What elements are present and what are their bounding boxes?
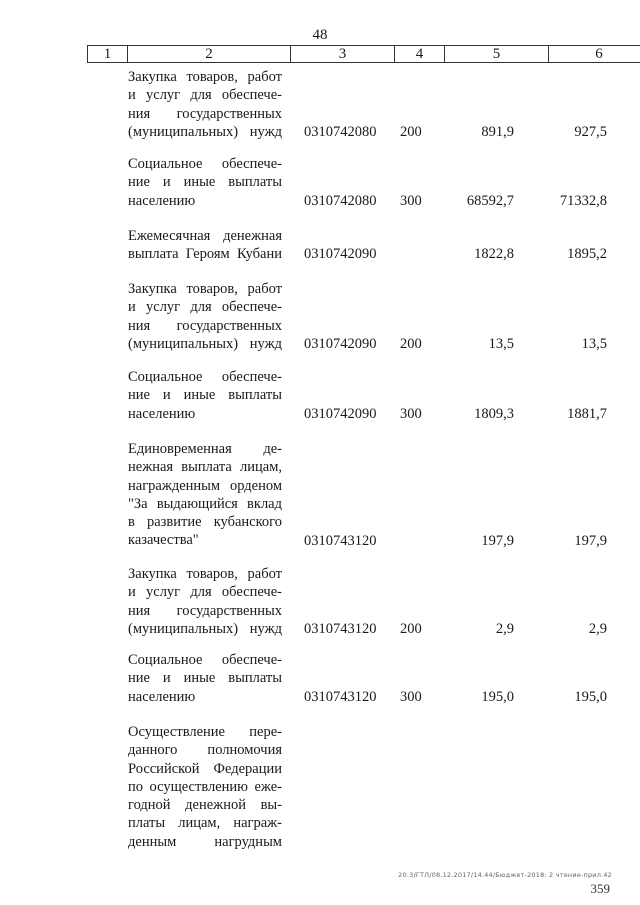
row-description bbox=[128, 651, 282, 706]
row-target-code: 0310743120 bbox=[304, 688, 377, 705]
description-line: населению bbox=[128, 405, 196, 422]
description-line: казачества" bbox=[128, 532, 199, 549]
description-line: и услуг для обеспече- bbox=[128, 299, 282, 316]
row-description bbox=[128, 440, 282, 550]
row-target-code: 0310742090 bbox=[304, 246, 377, 263]
row-description bbox=[128, 227, 282, 264]
description-line: ние и иные выплаты bbox=[128, 387, 282, 404]
description-line: Осуществление пере- bbox=[128, 724, 282, 740]
row-target-code: 0310742080 bbox=[304, 123, 377, 140]
description-line: Социальное обеспече- bbox=[128, 369, 282, 385]
row-amount-2019: 2,9 bbox=[588, 620, 607, 637]
row-amount-2019: 927,5 bbox=[574, 123, 607, 140]
column-header-4: 4 bbox=[395, 46, 445, 62]
description-line: (муниципальных) нужд bbox=[128, 123, 282, 140]
row-amount-2018: 195,0 bbox=[481, 688, 514, 705]
description-line: Закупка товаров, работ bbox=[128, 281, 282, 297]
row-expense-type: 200 bbox=[400, 620, 422, 637]
row-description bbox=[128, 155, 282, 210]
description-line: Единовременная де- bbox=[128, 441, 282, 457]
column-header-6: 6 bbox=[595, 46, 603, 62]
row-amount-2018: 197,9 bbox=[481, 532, 514, 549]
description-line: населению bbox=[128, 688, 196, 705]
column-header-2: 2 bbox=[128, 46, 291, 62]
description-line: ния государственных bbox=[128, 602, 282, 619]
description-line: годной денежной вы- bbox=[128, 797, 282, 814]
row-target-code: 0310743120 bbox=[304, 532, 377, 549]
row-expense-type: 200 bbox=[400, 123, 422, 140]
row-amount-2019: 195,0 bbox=[574, 688, 607, 705]
description-line: Российской Федерации bbox=[128, 760, 282, 777]
row-target-code: 0310742090 bbox=[304, 335, 377, 352]
description-line: Закупка товаров, работ bbox=[128, 566, 282, 582]
row-expense-type: 300 bbox=[400, 192, 422, 209]
description-line: ние и иные выплаты bbox=[128, 174, 282, 191]
description-line: и услуг для обеспече- bbox=[128, 87, 282, 104]
row-description bbox=[128, 68, 282, 141]
description-line: Социальное обеспече- bbox=[128, 156, 282, 172]
row-amount-2018: 891,9 bbox=[481, 123, 514, 140]
description-line: и услуг для обеспече- bbox=[128, 584, 282, 601]
row-description bbox=[128, 280, 282, 353]
row-amount-2018: 2,9 bbox=[495, 620, 514, 637]
column-header-1: 1 bbox=[88, 46, 128, 62]
description-line: Ежемесячная денежная bbox=[128, 228, 282, 244]
row-expense-type: 200 bbox=[400, 335, 422, 352]
row-description bbox=[128, 723, 282, 851]
page-number-top: 48 bbox=[312, 27, 328, 43]
description-line: данного полномочия bbox=[128, 742, 282, 759]
description-line: населению bbox=[128, 192, 196, 209]
row-target-code: 0310742090 bbox=[304, 405, 377, 422]
description-line: денным нагрудным bbox=[128, 833, 282, 850]
description-line: выплата Героям Кубани bbox=[128, 246, 282, 263]
row-amount-2019: 1895,2 bbox=[567, 246, 607, 263]
description-line: нежная выплата лицам, bbox=[128, 459, 282, 476]
row-description bbox=[128, 368, 282, 423]
description-line: по осуществлению еже- bbox=[128, 778, 282, 795]
row-amount-2018: 13,5 bbox=[488, 335, 514, 352]
row-amount-2018: 1822,8 bbox=[474, 246, 514, 263]
description-line: платы лицам, награж- bbox=[128, 815, 282, 832]
row-description bbox=[128, 565, 282, 638]
row-expense-type: 300 bbox=[400, 688, 422, 705]
description-line: награжденным орденом bbox=[128, 477, 282, 494]
description-line: Социальное обеспече- bbox=[128, 652, 282, 668]
description-line: Закупка товаров, работ bbox=[128, 69, 282, 85]
column-header-3: 3 bbox=[291, 46, 395, 62]
row-amount-2018: 68592,7 bbox=[466, 192, 514, 209]
description-line: (муниципальных) нужд bbox=[128, 335, 282, 352]
description-line: (муниципальных) нужд bbox=[128, 620, 282, 637]
row-amount-2018: 1809,3 bbox=[474, 405, 514, 422]
row-amount-2019: 197,9 bbox=[574, 532, 607, 549]
description-line: в развитие кубанского bbox=[128, 514, 282, 531]
description-line: ние и иные выплаты bbox=[128, 670, 282, 687]
description-line: ния государственных bbox=[128, 105, 282, 122]
row-target-code: 0310742080 bbox=[304, 192, 377, 209]
column-header-5: 5 bbox=[445, 46, 549, 62]
row-amount-2019: 71332,8 bbox=[559, 192, 607, 209]
description-line: "За выдающийся вклад bbox=[128, 495, 282, 512]
row-expense-type: 300 bbox=[400, 405, 422, 422]
description-line: ния государственных bbox=[128, 317, 282, 334]
row-amount-2019: 13,5 bbox=[581, 335, 607, 352]
row-target-code: 0310743120 bbox=[304, 620, 377, 637]
page-number-bottom: 359 bbox=[590, 881, 610, 896]
row-amount-2019: 1881,7 bbox=[567, 405, 607, 422]
footer-document-reference: 20.3/ГТЛ/08.12.2017/14.44/Бюджет-2018: 2 чтение-прил.42 bbox=[398, 871, 612, 879]
